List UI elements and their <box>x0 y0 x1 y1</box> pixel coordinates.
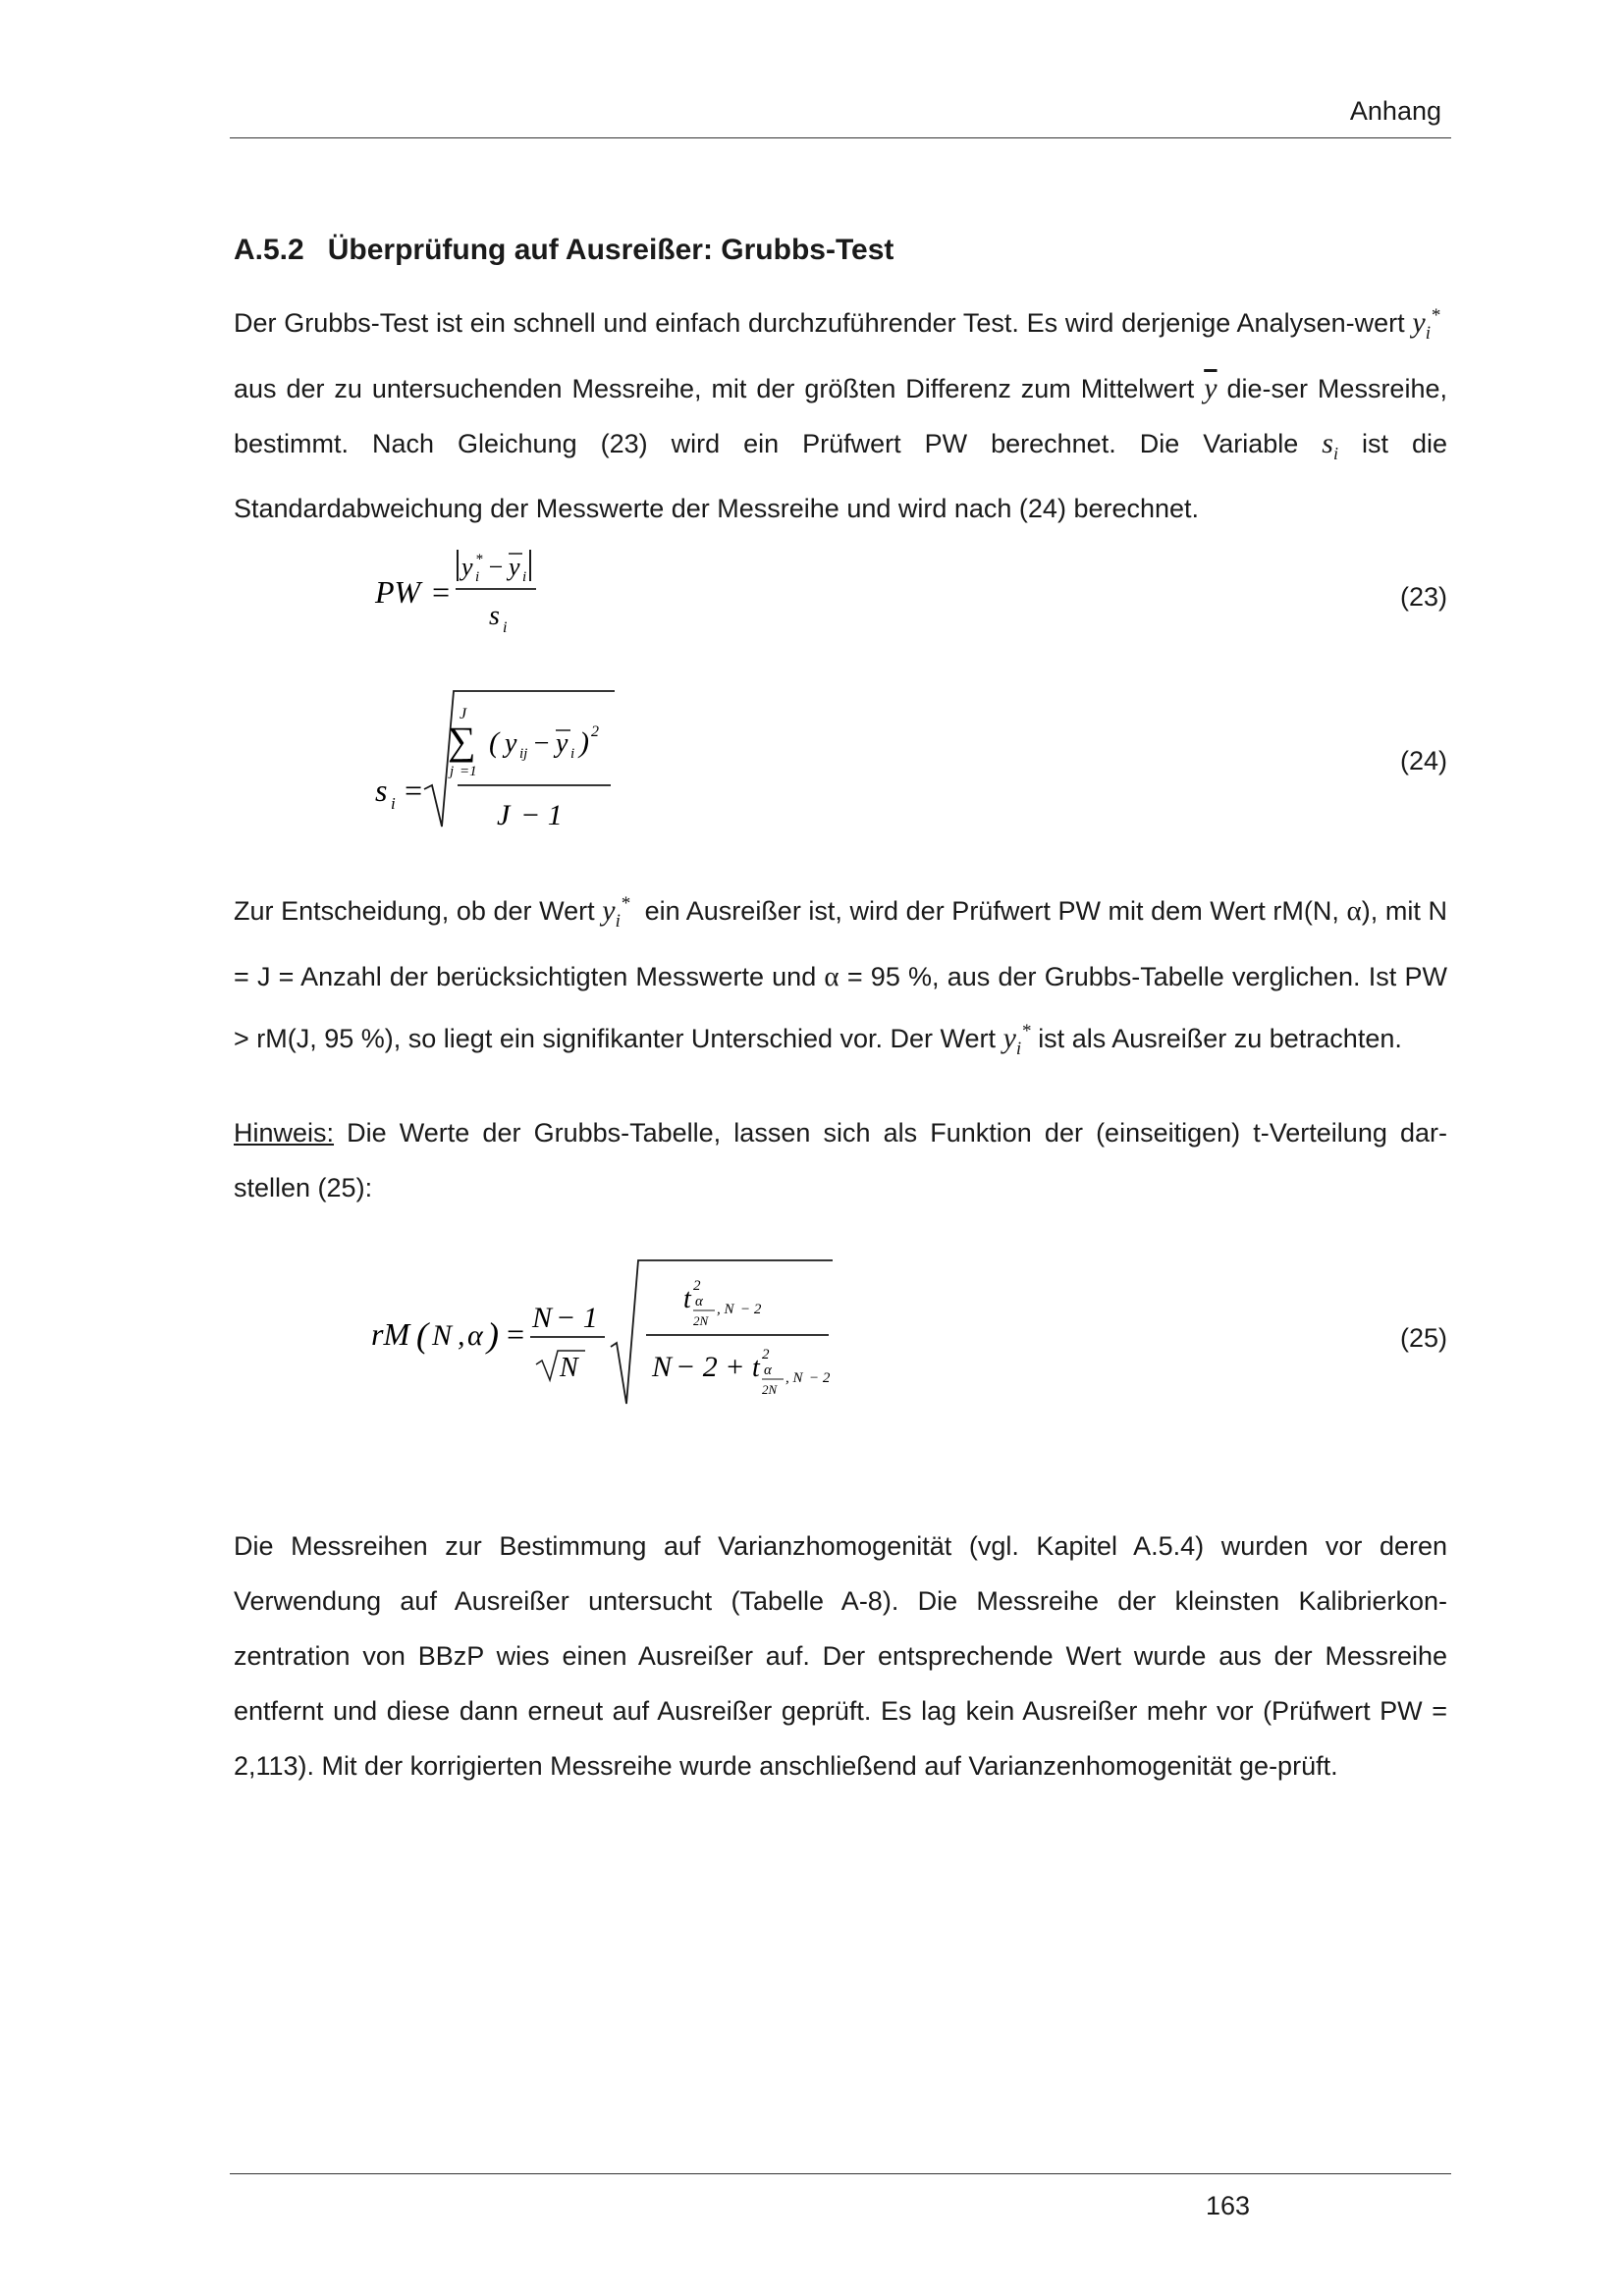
paragraph-decision <box>234 877 1447 1077</box>
equation-23 <box>363 538 579 636</box>
math-alpha: α <box>1346 895 1362 927</box>
svg-text:(: ( <box>489 726 499 759</box>
svg-text:s: s <box>375 773 388 808</box>
svg-text:α: α <box>695 1294 703 1309</box>
text-fragment: Der Grubbs-Test ist ein schnell und einfach durchzuführender Test. Es wird derjenige Analysen-wert <box>234 308 1405 338</box>
paragraph-hint <box>234 1105 1447 1215</box>
svg-text:2: 2 <box>591 723 599 740</box>
svg-text:t: t <box>683 1284 691 1314</box>
svg-text:t: t <box>752 1353 760 1383</box>
math-y-i-star: $y_i^*$ <box>1412 305 1440 344</box>
paragraph-intro <box>234 289 1447 536</box>
math-y-i-star: $y_i^*$ <box>602 893 630 932</box>
svg-text:(: ( <box>416 1315 428 1355</box>
text-fragment: ein Ausreißer ist, wird der Prüfwert PW mit dem Wert rM(N, <box>644 896 1339 926</box>
page-number: 163 <box>1206 2191 1251 2220</box>
text-fragment: Zur Entscheidung, ob der Wert <box>234 896 595 926</box>
section-number: A.5.2 <box>234 234 304 266</box>
svg-text:*: * <box>475 552 483 567</box>
eq23-lhs: PW <box>375 574 421 610</box>
svg-text:−: − <box>487 553 505 581</box>
hint-label: Hinweis: <box>234 1118 335 1148</box>
equation-25-label: (25) <box>1399 1323 1447 1353</box>
svg-text:i: i <box>522 569 527 585</box>
equation-25 <box>363 1256 854 1414</box>
text-fragment: ist als Ausreißer zu betrachten. <box>1038 1024 1402 1053</box>
svg-text:j: j <box>450 764 455 779</box>
svg-text:−: − <box>532 728 551 759</box>
header-rule <box>230 137 1451 138</box>
paragraph-results <box>234 1519 1447 1793</box>
svg-text:2N: 2N <box>762 1382 778 1397</box>
text-fragment: ist die Standardabweichung der Messwerte der Messreihe und wird nach (24) berechnet. <box>234 429 1447 523</box>
svg-text:J: J <box>497 799 511 831</box>
svg-text:− 1: − 1 <box>556 1302 598 1334</box>
section-heading <box>234 234 893 267</box>
equation-24-label: (24) <box>1399 746 1447 775</box>
eq23-equals: = <box>430 574 452 610</box>
text-fragment: = 95 %, aus der Grubbs-Tabelle verglichen. Ist PW > rM(J, 95 %), so liegt ein signifikanter Unterschied vor. Der Wert <box>234 962 1447 1053</box>
text-fragment: ), mit N = J = Anzahl der berücksichtigten Messwerte und <box>234 896 1447 991</box>
svg-text:s: s <box>489 601 500 631</box>
svg-text:∑: ∑ <box>448 719 476 763</box>
text-fragment: Die Werte der Grubbs-Tabelle, lassen sich als Funktion der (einseitigen) t-Verteilung dar-stellen (25): <box>234 1118 1447 1202</box>
svg-text:α: α <box>467 1319 483 1352</box>
equation-23-label: (23) <box>1399 582 1447 612</box>
text-fragment: Die Messreihen zur Bestimmung auf Varianzhomogenität (vgl. Kapitel A.5.4) wurden vor deren Verwendung auf Ausreißer untersucht (Tabelle A-8). Die Messreihe der kleinsten Kalibrierkon-zentration von BBzP wies einen Ausreißer auf. Der entsprechende Wert wurde aus der Messreihe entfernt und diese dann erneut auf Ausreißer geprüft. Es lag kein Ausreißer mehr vor (Prüfwert PW = 2,113). Mit der korrigierten Messreihe wurde anschließend auf Varianzenhomogenität ge-prüft. <box>234 1531 1447 1781</box>
svg-text:N: N <box>432 1319 453 1352</box>
svg-text:− 2: − 2 <box>809 1370 831 1386</box>
svg-text:N: N <box>560 1353 578 1383</box>
svg-text:2: 2 <box>693 1278 701 1294</box>
svg-text:): ) <box>487 1315 499 1355</box>
svg-text:i: i <box>503 619 508 636</box>
math-y-bar: $\overline{y}$ <box>1204 372 1218 404</box>
svg-text:i: i <box>570 746 575 762</box>
svg-text:α: α <box>764 1362 772 1378</box>
text-fragment: aus der zu untersuchenden Messreihe, mit der größten Differenz zum Mittelwert <box>234 374 1195 403</box>
svg-text:2N: 2N <box>693 1313 709 1328</box>
svg-text:): ) <box>579 726 589 759</box>
svg-text:2: 2 <box>762 1347 770 1362</box>
math-s-i: $s_i$ <box>1322 427 1338 463</box>
svg-text:y: y <box>461 553 473 581</box>
svg-text:=1: =1 <box>460 764 477 779</box>
svg-text:i: i <box>391 794 396 813</box>
svg-text:− 2: − 2 <box>740 1302 762 1317</box>
svg-text:=: = <box>403 773 424 808</box>
svg-text:N: N <box>532 1302 553 1334</box>
svg-text:− 1: − 1 <box>520 799 563 831</box>
svg-text:, N: , N <box>785 1370 803 1386</box>
math-alpha: α <box>824 961 839 992</box>
text-fragment: die-ser Messreihe, bestimmt. Nach Gleichung (23) wird ein Prüfwert PW berechnet. Die Variable <box>234 374 1447 458</box>
svg-text:− 2 +: − 2 + <box>676 1351 745 1383</box>
eq25-lhs: rM <box>371 1316 410 1352</box>
section-title: Überprüfung auf Ausreißer: Grubbs-Test <box>327 234 894 266</box>
svg-text:, N: , N <box>717 1302 734 1317</box>
svg-text:J: J <box>460 706 467 722</box>
svg-text:=: = <box>505 1316 526 1352</box>
svg-text:i: i <box>475 569 480 585</box>
running-header: Anhang <box>1349 96 1441 126</box>
svg-text:,: , <box>458 1319 465 1352</box>
math-y-i-star: $y_i^*$ <box>1002 1021 1031 1059</box>
svg-text:y: y <box>505 728 517 759</box>
svg-text:ij: ij <box>519 746 528 762</box>
svg-text:N: N <box>652 1351 673 1383</box>
svg-text:y: y <box>509 553 520 581</box>
svg-text:y: y <box>556 728 568 759</box>
equation-24 <box>363 687 628 834</box>
footer-rule <box>230 2173 1451 2174</box>
